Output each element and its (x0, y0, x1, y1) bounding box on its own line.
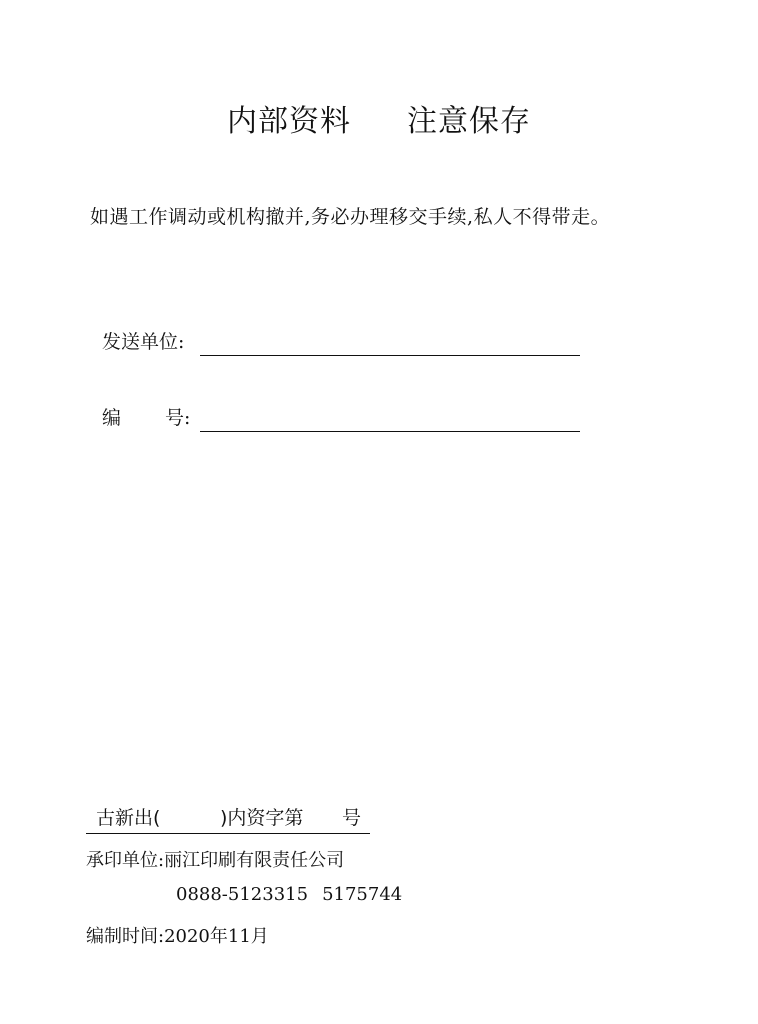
serial-number-label-part-2: 号: (165, 407, 191, 429)
sending-unit-label: 发送单位: (102, 331, 185, 353)
serial-number-label (102, 403, 190, 430)
notice-text: 如遇工作调动或机构撤并,务必办理移交手续,私人不得带走。 (90, 206, 611, 228)
compile-date-value: 2020年11月 (164, 926, 269, 947)
printer-name: 丽江印刷有限责任公司 (164, 850, 345, 871)
serial-number-label-part-1: 编 (102, 407, 122, 429)
serial-number-blank-line[interactable] (200, 407, 580, 432)
title-internal-material: 内部资料 (227, 104, 351, 139)
printer-phone-2: 5175744 (322, 884, 403, 905)
printer-label: 承印单位: (86, 850, 165, 871)
publication-license-line (86, 805, 370, 834)
license-suffix: 号 (342, 807, 362, 829)
license-middle: )内资字第 (220, 807, 304, 829)
sending-unit-blank-line[interactable] (200, 331, 580, 356)
document-title (0, 96, 758, 140)
printer-phone-line (176, 884, 402, 905)
title-keep-safe: 注意保存 (407, 104, 531, 139)
printer-phone-1: 0888-5123315 (176, 884, 309, 905)
compile-date-label: 编制时间: (86, 926, 165, 947)
license-prefix: 古新出( (96, 807, 161, 829)
compile-date-line (86, 922, 269, 948)
printer-line (86, 846, 344, 872)
